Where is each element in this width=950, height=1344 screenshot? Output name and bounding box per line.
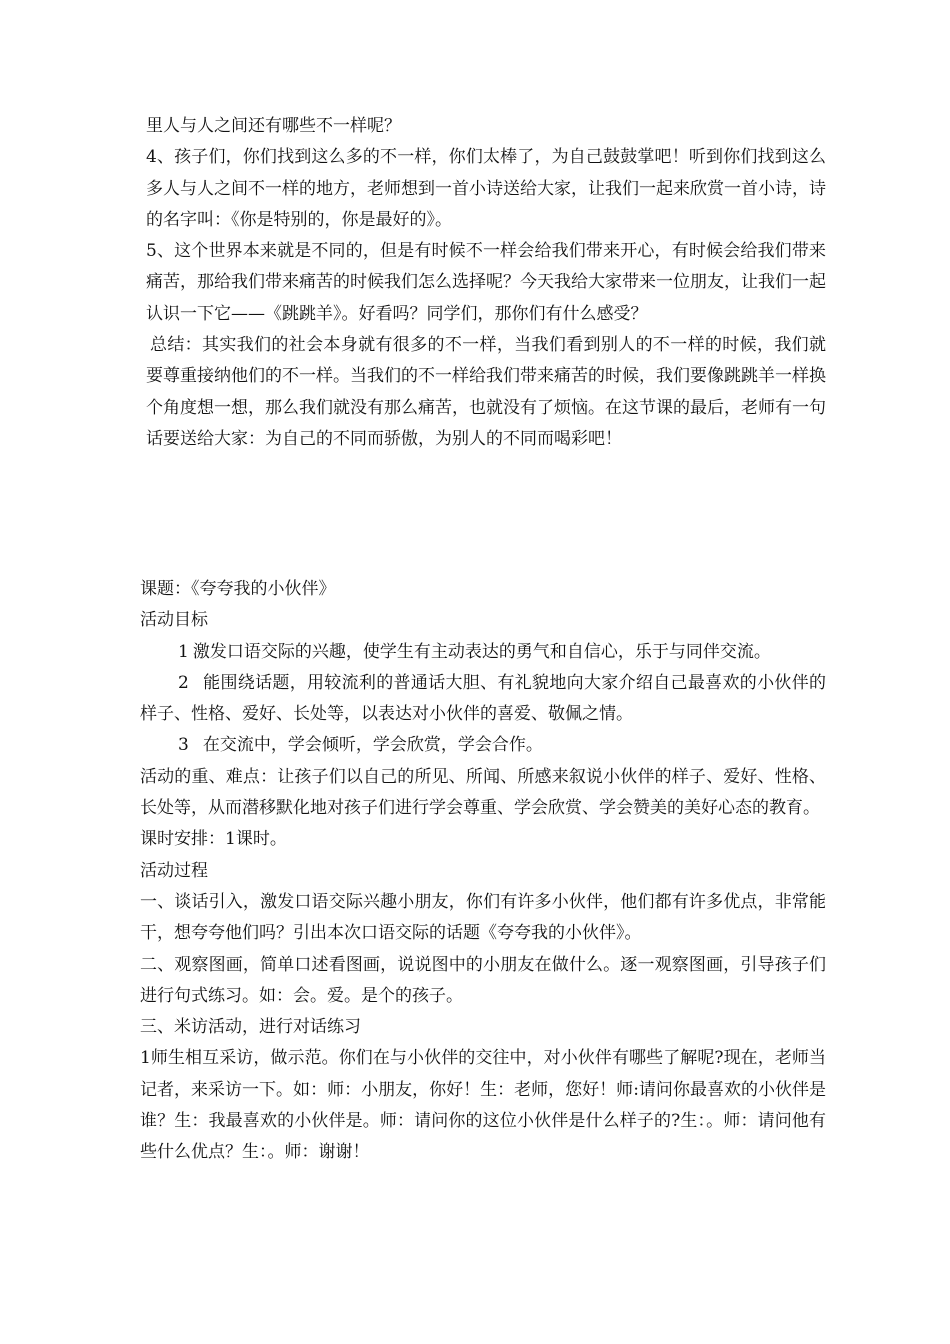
paragraph-intro-tail: 里人与人之间还有哪些不一样呢？ <box>146 116 401 136</box>
goal-text: 能围绕话题，用较流利的普通话大胆、有礼貌地向大家介绍自己最喜欢的小伙伴的样子、性格、爱好、长处等，以表达对小伙伴的喜爱、敬佩之情。 <box>140 672 826 725</box>
goal-text: 激发口语交际的兴趣，使学生有主动表达的勇气和自信心，乐于与同伴交流。 <box>192 641 771 662</box>
paragraph-step-5: 5、这个世界本来就是不同的，但是有时候不一样会给我们带来开心，有时候会给我们带来痛苦，那给我们带来痛苦的时候我们怎么选择呢？今天我给大家带来一位朋友，让我们一起认识一下它——《跳跳羊》。好看吗？同学们，那你们有什么感受？ <box>146 241 826 324</box>
process-step-2: 二、观察图画，简单口述看图画，说说图中的小朋友在做什么。逐一观察图画，引导孩子们进行句式练习。如：会。爱。是个的孩子。 <box>140 954 826 1006</box>
paragraph-step-4: 4、孩子们，你们找到这么多的不一样，你们太棒了，为自己鼓鼓掌吧！听到你们找到这么多人与人之间不一样的地方，老师想到一首小诗送给大家，让我们一起来欣赏一首小诗，诗的名字叫：《你是特别的，你是最好的》。 <box>146 147 826 230</box>
goal-number: 1 <box>178 641 189 662</box>
goal-item <box>140 730 826 761</box>
process-step-1: 一、谈话引入，激发口语交际兴趣小朋友，你们有许多小伙伴，他们都有许多优点，非常能干，想夸夸他们吗？引出本次口语交际的话题《夸夸我的小伙伴》。 <box>140 891 826 944</box>
goal-number: 3 <box>178 735 189 756</box>
goals-heading: 活动目标 <box>140 610 208 631</box>
schedule: 课时安排：1课时。 <box>140 829 287 850</box>
goal-number: 2 <box>178 672 189 693</box>
goal-text: 在交流中，学会倾听，学会欣赏，学会合作。 <box>202 735 543 756</box>
lesson-plan <box>140 574 826 1169</box>
lesson-continuation <box>146 111 826 455</box>
lesson-title: 课题：《夸夸我的小伙伴》 <box>140 579 336 599</box>
process-heading: 活动过程 <box>140 860 208 881</box>
process-step-3-detail: 1师生相互采访，做示范。你们在与小伙伴的交往中，对小伙伴有哪些了解呢?现在，老师当记者，来采访一下。如：师：小朋友，你好！生：老师，您好！师:请问你最喜欢的小伙伴是谁？生：我最喜欢的小伙伴是。师：请问你的这位小伙伴是什么样子的?生：。师：请问他有些什么优点？生：。师：谢谢！ <box>140 1048 826 1163</box>
goal-item <box>140 637 826 668</box>
key-points: 活动的重、难点：让孩子们以自己的所见、所闻、所感来叙说小伙伴的样子、爱好、性格、长处等，从而潜移默化地对孩子们进行学会尊重、学会欣赏、学会赞美的美好心态的教育。 <box>140 766 826 819</box>
paragraph-summary: 总结：其实我们的社会本身就有很多的不一样，当我们看到别人的不一样的时候，我们就要尊重接纳他们的不一样。当我们的不一样给我们带来痛苦的时候，我们要像跳跳羊一样换个角度想一想，那么我们就没有那么痛苦，也就没有了烦恼。在这节课的最后，老师有一句话要送给大家：为自己的不同而骄傲，为别人的不同而喝彩吧！ <box>146 335 826 449</box>
goal-item <box>140 668 826 731</box>
process-step-3: 三、米访活动，进行对话练习 <box>140 1017 361 1038</box>
